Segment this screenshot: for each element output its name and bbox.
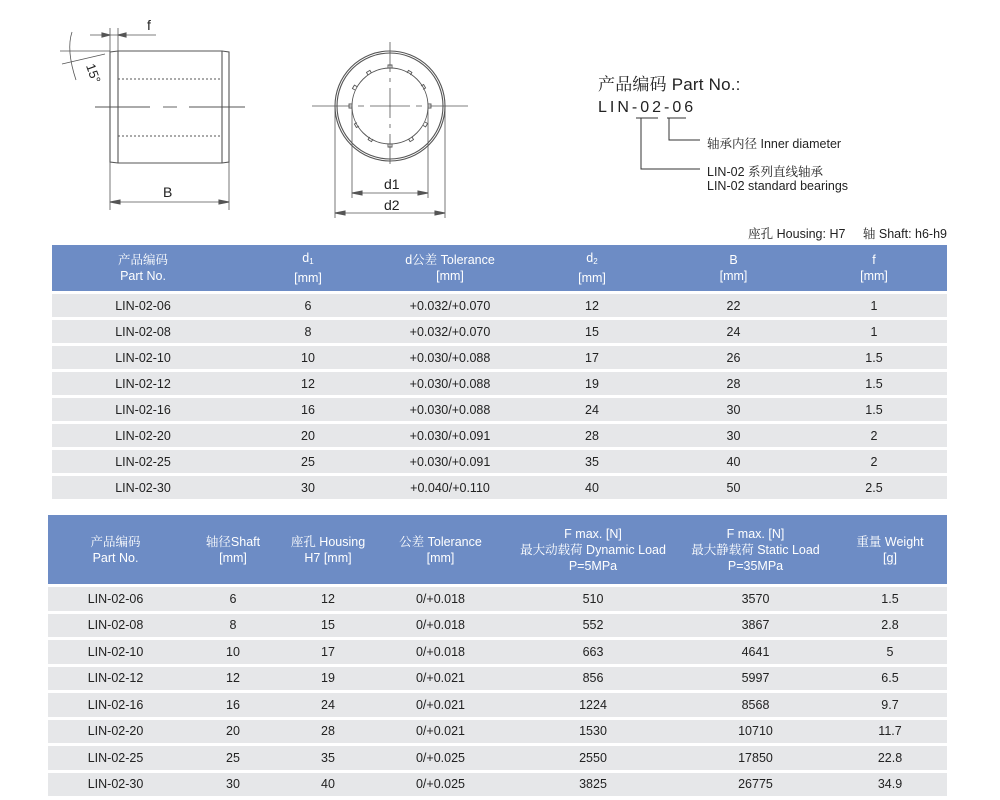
col-header-d2: $d_2$ [mm] (518, 245, 666, 291)
col-header-weight: 重量 Weight [g] (833, 515, 947, 584)
table-row (52, 398, 947, 424)
table-cell: 8 (183, 614, 283, 641)
table-cell: 34.9 (833, 773, 947, 800)
table-cell: 22 (666, 291, 801, 320)
table-cell: 1.5 (801, 398, 947, 424)
label-B: B (163, 184, 173, 200)
label-d1: d1 (384, 176, 400, 192)
table-cell: 17 (518, 346, 666, 372)
table-cell: +0.030/+0.091 (382, 424, 518, 450)
table-cell: 0/+0.018 (373, 640, 508, 667)
table-row (48, 720, 947, 747)
table-cell: 6.5 (833, 667, 947, 694)
table-cell: 19 (518, 372, 666, 398)
table-cell: 30 (234, 476, 382, 502)
table-cell: 2.8 (833, 614, 947, 641)
table-cell: LIN-02-12 (52, 372, 234, 398)
table-row (52, 291, 947, 320)
table-cell: LIN-02-08 (48, 614, 183, 641)
part-number-title: 产品编码 Part No.: (598, 75, 741, 94)
table-cell: 3570 (678, 584, 833, 614)
series-label-en: LIN-02 standard bearings (707, 179, 849, 193)
table-row (52, 346, 947, 372)
table-cell: +0.030/+0.088 (382, 346, 518, 372)
table-cell: 28 (666, 372, 801, 398)
table-cell: LIN-02-10 (48, 640, 183, 667)
table-cell: 0/+0.025 (373, 773, 508, 800)
table-cell: +0.032/+0.070 (382, 291, 518, 320)
table-cell: 12 (234, 372, 382, 398)
table-cell: 0/+0.025 (373, 746, 508, 773)
table-row (52, 320, 947, 346)
table-cell: 8 (234, 320, 382, 346)
part-number-code: LIN-02-06 (598, 99, 697, 116)
table-cell: 30 (666, 398, 801, 424)
table-cell: 1 (801, 320, 947, 346)
col-header-d1: $d_1$ [mm] (234, 245, 382, 291)
table-cell: 25 (183, 746, 283, 773)
table-cell: 856 (508, 667, 678, 694)
table-cell: 1.5 (833, 584, 947, 614)
table-cell: 6 (183, 584, 283, 614)
table-cell: 5 (833, 640, 947, 667)
table-cell: 15 (283, 614, 373, 641)
table-row (48, 773, 947, 800)
label-f: f (147, 17, 151, 33)
table-cell: 26775 (678, 773, 833, 800)
table-cell: 40 (283, 773, 373, 800)
table-cell: 16 (183, 693, 283, 720)
table-cell: 20 (234, 424, 382, 450)
table-cell: 35 (283, 746, 373, 773)
col-header-B: B [mm] (666, 245, 801, 291)
table-row (48, 584, 947, 614)
table-cell: LIN-02-20 (52, 424, 234, 450)
table-cell: 12 (283, 584, 373, 614)
table-cell: 17850 (678, 746, 833, 773)
col-header-static-load: F max. [N] 最大静载荷 Static Load P=35MPa (678, 515, 833, 584)
table-cell: LIN-02-20 (48, 720, 183, 747)
table-cell: LIN-02-06 (52, 291, 234, 320)
table-cell: 0/+0.018 (373, 614, 508, 641)
table-header-row (48, 515, 947, 584)
table-cell: 0/+0.021 (373, 720, 508, 747)
part-number-leader-lines (0, 0, 1000, 225)
col-header-tolerance: 公差 Tolerance [mm] (373, 515, 508, 584)
table-cell: LIN-02-10 (52, 346, 234, 372)
table-cell: 24 (283, 693, 373, 720)
table-cell: 9.7 (833, 693, 947, 720)
table-row (48, 614, 947, 641)
table-cell: 20 (183, 720, 283, 747)
table-cell: 11.7 (833, 720, 947, 747)
table-cell: 15 (518, 320, 666, 346)
table-header-row (52, 245, 947, 291)
table-row (52, 450, 947, 476)
table-row (48, 667, 947, 694)
table-cell: 19 (283, 667, 373, 694)
table-cell: 10 (234, 346, 382, 372)
table-cell: LIN-02-12 (48, 667, 183, 694)
table-cell: LIN-02-16 (52, 398, 234, 424)
table-row (48, 640, 947, 667)
col-header-shaft: 轴径Shaft [mm] (183, 515, 283, 584)
label-d2: d2 (384, 197, 400, 213)
col-header-tolerance: d公差 Tolerance [mm] (382, 245, 518, 291)
table-cell: 5997 (678, 667, 833, 694)
table-cell: LIN-02-16 (48, 693, 183, 720)
table-cell: 2 (801, 424, 947, 450)
table-cell: LIN-02-30 (48, 773, 183, 800)
table-cell: LIN-02-08 (52, 320, 234, 346)
table-row (48, 693, 947, 720)
table-cell: 17 (283, 640, 373, 667)
table-cell: 12 (518, 291, 666, 320)
table-cell: 1.5 (801, 372, 947, 398)
table-cell: LIN-02-25 (48, 746, 183, 773)
table-cell: 663 (508, 640, 678, 667)
table-cell: 40 (518, 476, 666, 502)
table-cell: 10710 (678, 720, 833, 747)
fit-note (748, 224, 947, 242)
table-cell: 26 (666, 346, 801, 372)
table-cell: 35 (518, 450, 666, 476)
table-cell: 2 (801, 450, 947, 476)
table-cell: 510 (508, 584, 678, 614)
table-cell: 1530 (508, 720, 678, 747)
table-cell: 28 (283, 720, 373, 747)
table-cell: 1 (801, 291, 947, 320)
table-cell: 1224 (508, 693, 678, 720)
table-cell: 0/+0.018 (373, 584, 508, 614)
table-row (52, 372, 947, 398)
table-cell: LIN-02-30 (52, 476, 234, 502)
table-cell: 0/+0.021 (373, 693, 508, 720)
table-cell: 25 (234, 450, 382, 476)
table-cell: 30 (183, 773, 283, 800)
table-cell: 50 (666, 476, 801, 502)
table-cell: 8568 (678, 693, 833, 720)
table-cell: 4641 (678, 640, 833, 667)
inner-diameter-label: 轴承内径 Inner diameter (707, 137, 842, 151)
table-cell: 12 (183, 667, 283, 694)
table-cell: 3867 (678, 614, 833, 641)
table-cell: 0/+0.021 (373, 667, 508, 694)
table-cell: 10 (183, 640, 283, 667)
table-cell: 2550 (508, 746, 678, 773)
table-cell: LIN-02-06 (48, 584, 183, 614)
shaft-fit: 轴 Shaft: h6-h9 (862, 227, 947, 241)
label-angle: 15° (83, 61, 104, 86)
table-cell: +0.030/+0.091 (382, 450, 518, 476)
table-row (52, 476, 947, 502)
loads-table (48, 515, 947, 799)
col-header-part-no: 产品编码 Part No. (48, 515, 183, 584)
table-cell: +0.030/+0.088 (382, 398, 518, 424)
table-cell: 30 (666, 424, 801, 450)
table-cell: 24 (518, 398, 666, 424)
table-cell: 2.5 (801, 476, 947, 502)
table-cell: +0.030/+0.088 (382, 372, 518, 398)
col-header-dynamic-load: F max. [N] 最大动载荷 Dynamic Load P=5MPa (508, 515, 678, 584)
table-cell: 22.8 (833, 746, 947, 773)
series-label-cn: LIN-02 系列直线轴承 (707, 165, 823, 179)
table-cell: 552 (508, 614, 678, 641)
table-cell: 16 (234, 398, 382, 424)
table-cell: 28 (518, 424, 666, 450)
table-cell: 40 (666, 450, 801, 476)
table-cell: +0.040/+0.110 (382, 476, 518, 502)
table-cell: 3825 (508, 773, 678, 800)
table-cell: 6 (234, 291, 382, 320)
col-header-part-no: 产品编码 Part No. (52, 245, 234, 291)
housing-fit: 座孔 Housing: H7 (748, 227, 846, 241)
table-cell: +0.032/+0.070 (382, 320, 518, 346)
dimensions-table (52, 245, 947, 502)
col-header-f: f [mm] (801, 245, 947, 291)
table-row (52, 424, 947, 450)
col-header-housing: 座孔 Housing H7 [mm] (283, 515, 373, 584)
table-cell: LIN-02-25 (52, 450, 234, 476)
table-cell: 24 (666, 320, 801, 346)
table-cell: 1.5 (801, 346, 947, 372)
table-row (48, 746, 947, 773)
